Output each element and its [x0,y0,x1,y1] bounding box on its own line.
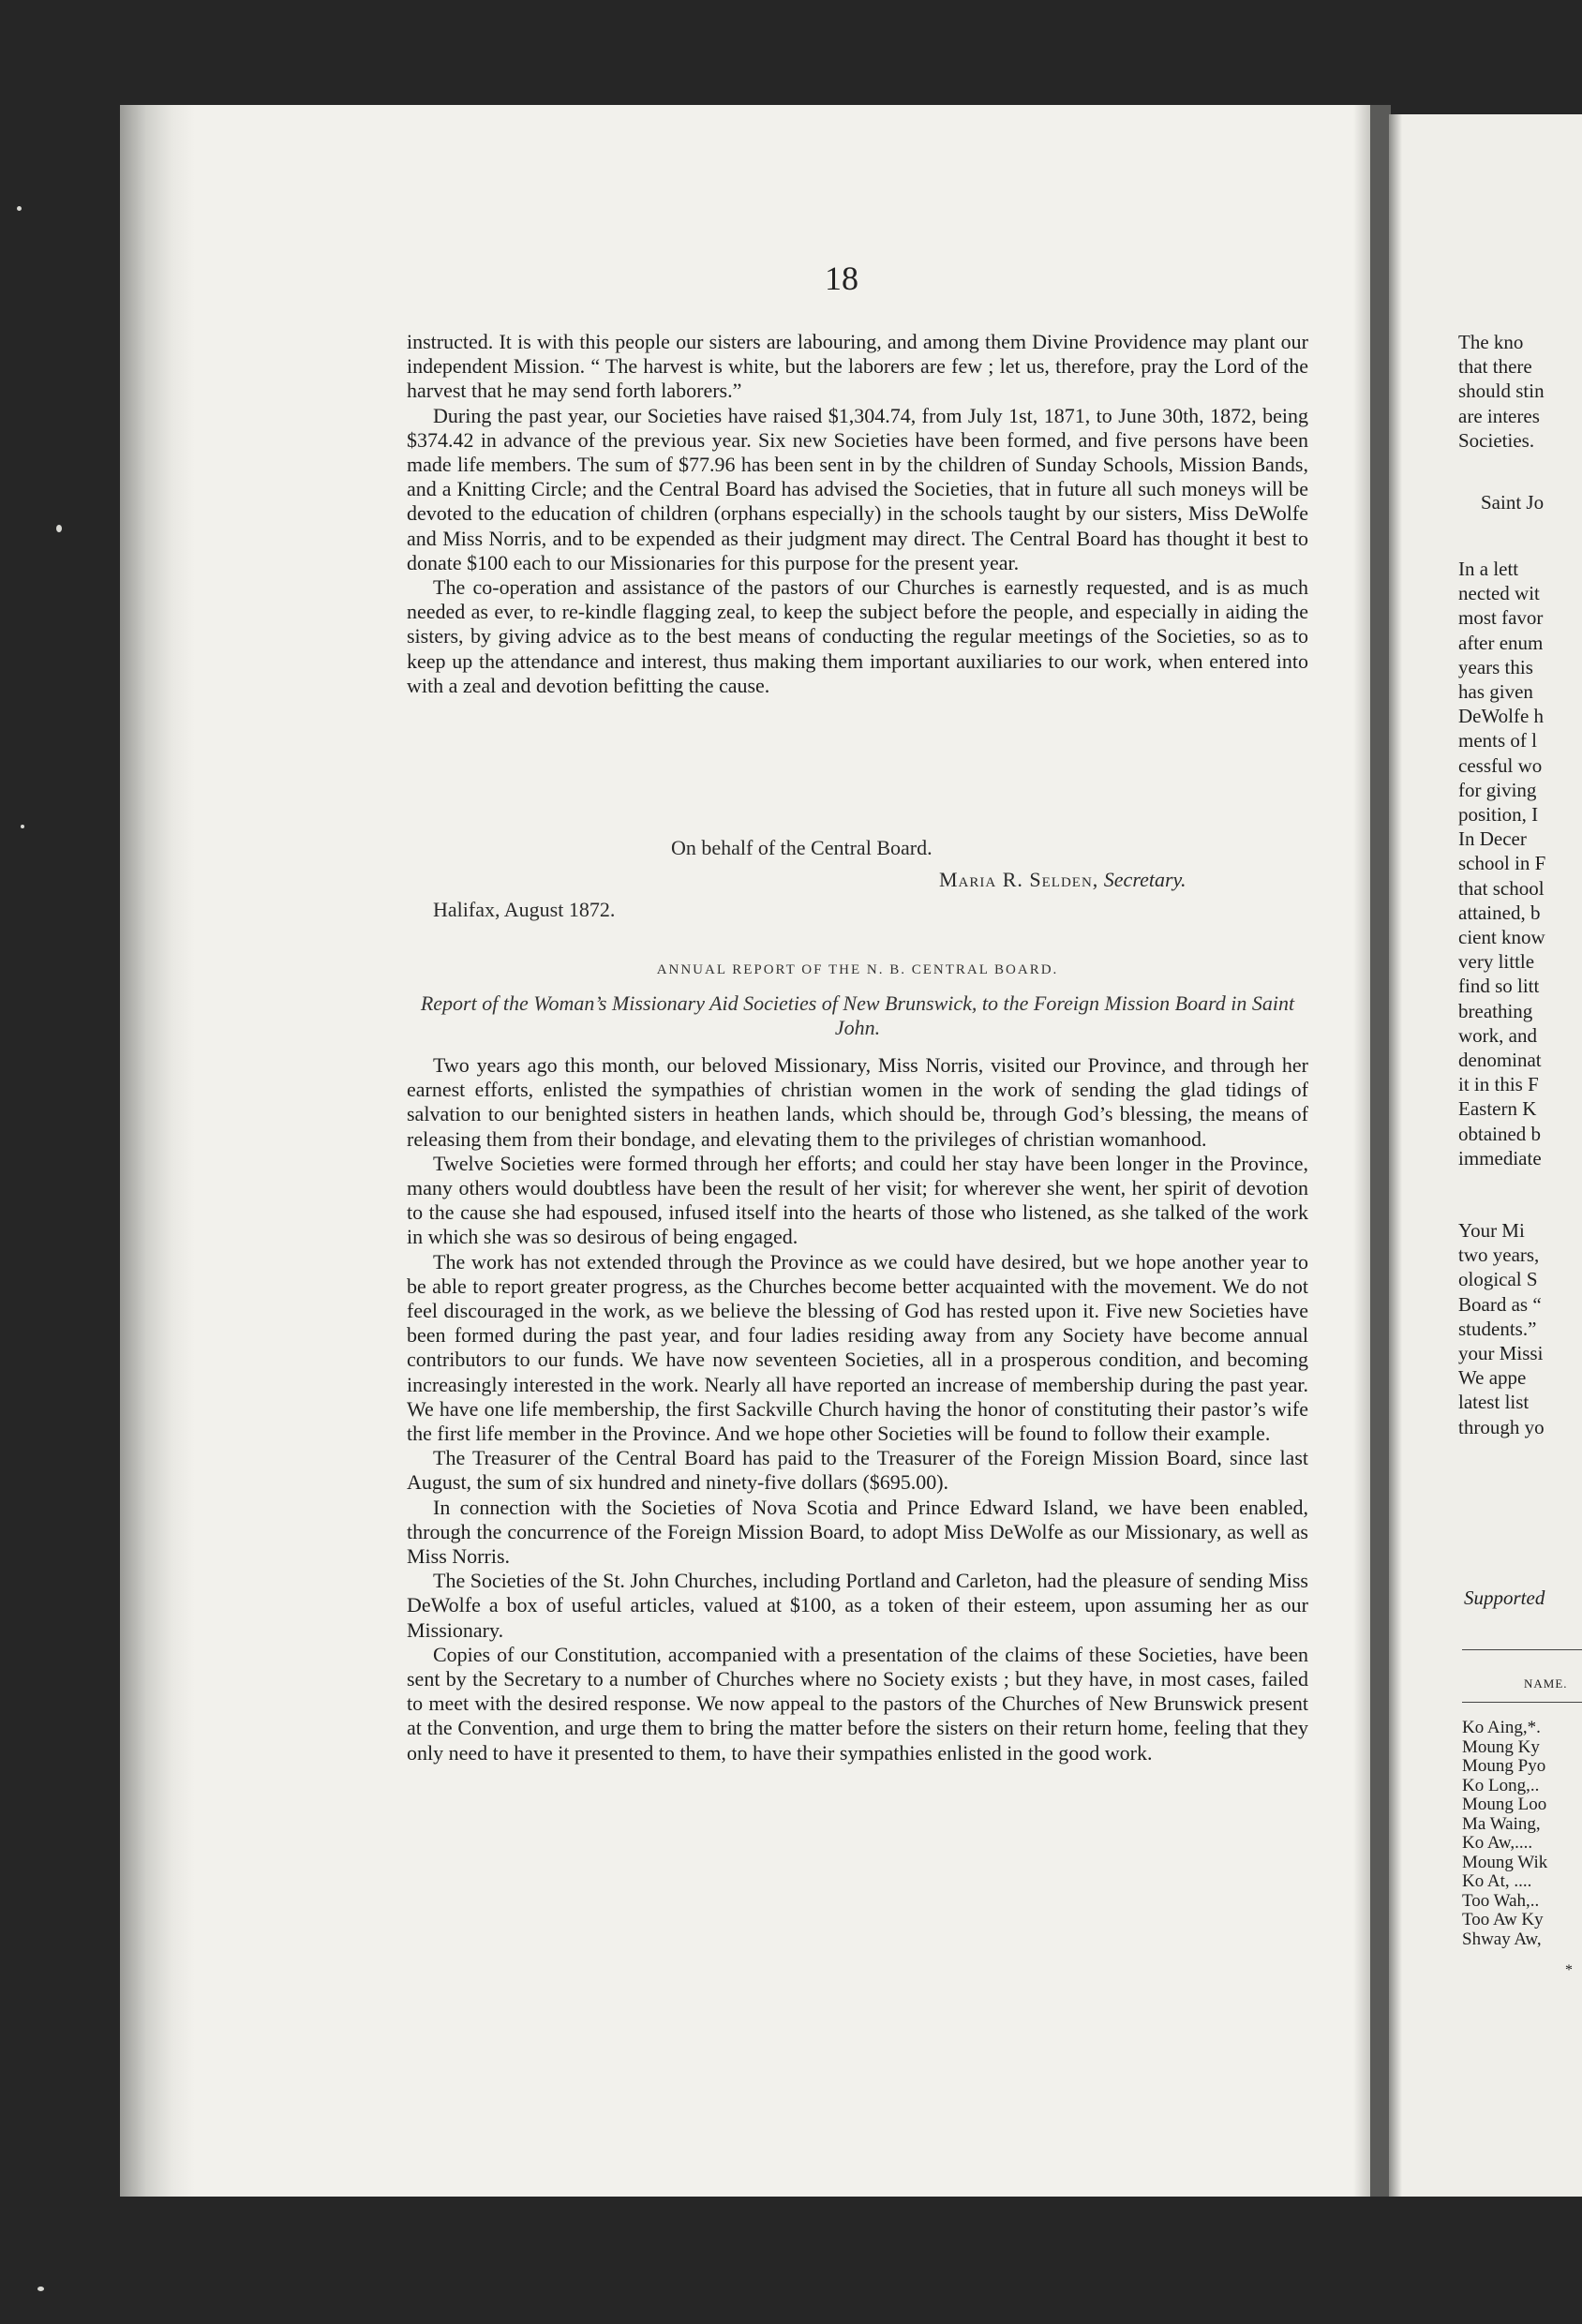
paragraph: The work has not extended through the Province as we could have desired, but we hope another year to be able to report greater progress, as the Churches become better acquainted with the movement. We do not feel discouraged in the work, as we believe the blessing of God has rested upon it. Five new Societies have been formed during the past year, and four ladies residing away from any Society have become annual contributors to our funds. We have now seventeen Societies, all in a prosperous condition, and becoming increasingly interested in the work. Nearly all have reported an increase of membership during the past year. We have one life membership, the first Sackville Church having the honor of constituting their pastor’s wife the first life member in the Province. And we hope other Societies will be found to follow their example. [407,1249,1308,1446]
next-page-line: are interes [1458,404,1540,427]
table-row: Too Wah,.. [1462,1890,1540,1911]
next-page-line: students.” [1458,1317,1537,1340]
table-row: Moung Ky [1462,1736,1540,1757]
next-page-line: that there [1458,355,1532,379]
next-page-block-5 [1464,1586,1582,1610]
next-page-block-4 [1458,1218,1582,1439]
footnote-mark: * [1565,1962,1573,1978]
paragraph: instructed. It is with this people our sisters are labouring, and among them Divine Providence may plant our independent Mission. “ The harvest is white, but the laborers are few ; let us, therefore, pray the Lord of the harvest that he may send forth laborers.” [407,330,1308,403]
table-row: Ko Aing,*. [1462,1718,1541,1737]
signoff-signature [939,868,1186,892]
paragraph: The co-operation and assistance of the pastors of our Churches is earnestly requested, and is as much needed as ever, to re-kindle flagging zeal, to keep the subject before the people, and especially in aiding the sisters, by giving advice as to the best means of conducting the regular meetings of the Societies, so as to keep up the attendance and interest, thus making them important auxiliaries to our work, when entered into with a zeal and devotion befitting the cause. [407,575,1308,697]
paragraph: During the past year, our Societies have raised $1,304.74, from July 1st, 1871, to June 30th, 1872, being $374.42 in advance of the previous year. Six new Societies have been formed, and five persons have been made life members. The sum of $77.96 has been sent in by the children of Sunday Schools, Mission Bands, and a Knitting Circle; and the Central Board has advised the Societies, that in future all such moneys will be devoted to the education of children (orphans especially) in the schools taught by our sisters, Miss DeWolfe and Miss Norris, and to be expended as their judgment may direct. The Central Board has thought it best to donate $100 each to our Missionaries for this purpose for the present year. [407,403,1308,574]
table-rule-top [1462,1649,1582,1650]
place-date: Halifax, August 1872. [433,898,616,921]
next-page-line: cient know [1458,926,1545,949]
next-page-line: years this [1458,655,1533,678]
next-page-line: Your Mi [1458,1219,1525,1242]
table-row: Moung Pyo [1462,1756,1546,1776]
scan-speck [21,825,24,828]
next-page-line: The kno [1458,331,1524,353]
next-page-line: position, I [1458,803,1539,827]
next-page-line: nected wit [1458,582,1540,605]
next-page-line: Board as “ [1458,1292,1542,1316]
table-row: Moung Wik [1462,1852,1548,1872]
next-page-line: We appe [1458,1366,1527,1390]
scan-speck [37,2287,44,2291]
next-page-table-rows [1462,1719,1582,1949]
next-page-line: Eastern K [1458,1097,1537,1121]
next-page-line: two years, [1458,1244,1540,1267]
next-page-line: latest list [1458,1391,1530,1414]
signoff-name: Maria R. Selden, [939,868,1099,891]
next-page-block-2 [1481,490,1582,514]
report-body-text [407,1053,1308,1765]
page-number: 18 [825,260,858,297]
next-page-line: very little [1458,950,1535,974]
next-page-line: cessful wo [1458,753,1543,777]
table-row: Ko Aw,.... [1462,1833,1533,1853]
next-page-line: ological S [1458,1268,1538,1291]
next-page-line: find so litt [1458,975,1540,998]
paragraph: Copies of our Constitution, accompanied with a presentation of the claims of these Societies, have been sent by the Secretary to a number of Churches where no Society exists ; but they have, in most cases, failed to meet with the desired response. We now appeal to the pastors of the Churches of New Brunswick present at the Convention, and urge them to bring the matter before the sisters on their return home, feeling that they only need to have it presented to them, to have their sympathies enlisted in the good work. [407,1642,1308,1765]
next-page-line: school in F [1458,852,1546,875]
next-page-line: In Decer [1458,827,1527,851]
paragraph: In connection with the Societies of Nova Scotia and Prince Edward Island, we have been enabled, through the concurrence of the Foreign Mission Board, to adopt Miss DeWolfe as our Missionary, as well as Miss Norris. [407,1495,1308,1569]
paragraph: Two years ago this month, our beloved Missionary, Miss Norris, visited our Province, and through her earnest efforts, enlisted the sympathies of christian women in the work of sending the glad tidings of salvation to our benighted sisters in heathen lands, which should be, through God’s blessing, the means of releasing them from their bondage, and elevating them to the privileges of christian womanhood. [407,1053,1308,1151]
next-page-block-3 [1458,557,1582,1170]
next-page-line: it in this F [1458,1073,1539,1096]
table-row: Too Aw Ky [1462,1910,1544,1929]
next-page-line: immediate [1458,1146,1542,1169]
next-page-line: after enum [1458,631,1544,654]
report-subheading: Report of the Woman’s Missionary Aid Societies of New Brunswick, to the Foreign Mission Board in Saint John. [420,991,1295,1039]
next-page-line: that school [1458,876,1545,900]
signoff-behalf: On behalf of the Central Board. [671,836,933,859]
paragraph: The Societies of the St. John Churches, including Portland and Carleton, had the pleasure of sending Miss DeWolfe a box of useful articles, valued at $100, as a token of their esteem, upon assuming her as our Missionary. [407,1569,1308,1642]
next-page-line: should stin [1458,380,1545,403]
next-page-line: Supported [1464,1587,1545,1609]
next-page-line: breathing [1458,999,1533,1022]
table-row: Shway Aw, [1462,1929,1542,1949]
scan-speck [56,525,62,532]
next-page-line: attained, b [1458,901,1541,924]
table-row: Ma Waing, [1462,1813,1541,1834]
next-page-line: through yo [1458,1415,1545,1438]
next-page-line: work, and [1458,1023,1537,1047]
next-page-line: Saint Jo [1481,491,1545,514]
paragraph: The Treasurer of the Central Board has paid to the Treasurer of the Foreign Mission Board, since last August, the sum of six hundred and ninety-five dollars ($695.00). [407,1446,1308,1495]
book-gutter [1370,105,1391,2197]
table-row: Ko Long,.. [1462,1775,1540,1795]
next-page-line: In a lett [1458,558,1519,580]
next-page-block-1 [1458,330,1582,453]
next-page-line: for giving [1458,778,1537,801]
next-page-line: DeWolfe h [1458,705,1545,728]
next-page-line: ments of l [1458,729,1537,752]
page-stack-edge [120,105,195,2197]
table-rule-header [1462,1702,1582,1703]
next-page-line: your Missi [1458,1342,1544,1365]
page-fold-shadow-right [1389,114,1402,2197]
paragraph: Twelve Societies were formed through her efforts; and could her stay have been longer in the Province, many others would doubtless have been the result of her visit; for wherever she went, her spirit of devotion to the cause she had espoused, infused itself into the hearts of those who listened, as she talked of the work in which she was so desirous of being engaged. [407,1151,1308,1249]
next-page-line: denominat [1458,1049,1542,1072]
main-intro-text [407,330,1308,698]
signoff-title: Secretary. [1103,868,1186,891]
next-page-line: obtained b [1458,1122,1542,1145]
table-header-name: NAME. [1524,1676,1568,1691]
next-page-line: most favor [1458,606,1544,630]
next-page-line: Societies. [1458,428,1535,452]
table-row: Ko At, .... [1462,1871,1532,1891]
report-heading: ANNUAL REPORT OF THE N. B. CENTRAL BOARD. [656,962,1059,977]
next-page-line: has given [1458,680,1533,704]
scan-speck [17,206,22,211]
table-row: Moung Loo [1462,1795,1547,1814]
